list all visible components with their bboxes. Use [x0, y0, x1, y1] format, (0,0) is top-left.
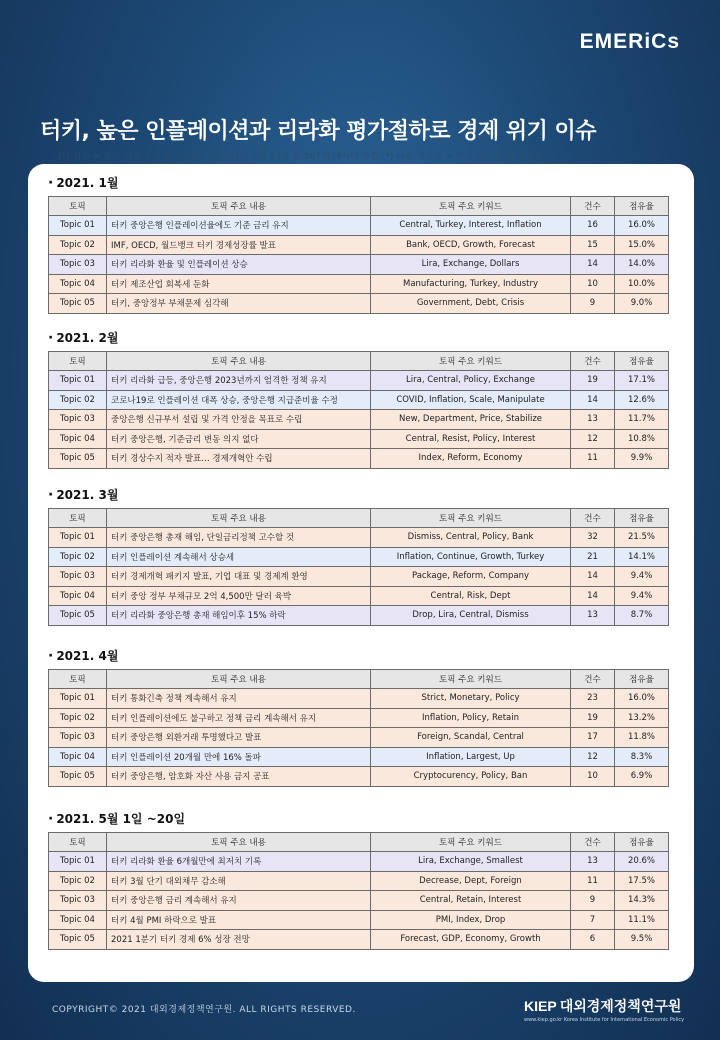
topic-keywords: Lira, Exchange, Smallest — [371, 852, 571, 872]
kiep-name: 대외경제정책연구원 — [559, 998, 682, 1014]
kiep-logo — [524, 996, 684, 1023]
topic-count: 14 — [571, 586, 615, 606]
topic-keywords: Central, Resist, Policy, Interest — [371, 429, 571, 449]
topic-share: 13.2% — [615, 708, 669, 728]
topic-count: 15 — [571, 235, 615, 255]
topic-table — [48, 832, 669, 950]
topic-share: 20.6% — [615, 852, 669, 872]
table-row — [49, 606, 669, 626]
topic-id: Topic 02 — [49, 390, 107, 410]
section-2021-05 — [48, 810, 668, 950]
col-header-topic: 토픽 — [49, 509, 107, 528]
section-title: · 2021. 1월 — [48, 175, 119, 191]
section-title: · 2021. 5월 1일 ~20일 — [48, 811, 186, 827]
topic-count: 10 — [571, 767, 615, 787]
topic-keywords: Foreign, Scandal, Central — [371, 728, 571, 748]
topic-content: 터키 리라화 환율 6개월만에 최저치 기록 — [107, 852, 371, 872]
section-title: · 2021. 4월 — [48, 648, 119, 664]
topic-count: 16 — [571, 216, 615, 236]
topic-content: 터키 4월 PMI 하락으로 발표 — [107, 910, 371, 930]
topic-keywords: Central, Retain, Interest — [371, 891, 571, 911]
col-header-share: 점유율 — [615, 352, 669, 371]
topic-keywords: Strict, Monetary, Policy — [371, 689, 571, 709]
topic-count: 10 — [571, 274, 615, 294]
topic-count: 7 — [571, 910, 615, 930]
content-card — [28, 164, 694, 982]
col-header-topic: 토픽 — [49, 833, 107, 852]
topic-keywords: Central, Risk, Dept — [371, 586, 571, 606]
topic-table — [48, 508, 669, 626]
table-row — [49, 767, 669, 787]
topic-id: Topic 02 — [49, 708, 107, 728]
table-row — [49, 567, 669, 587]
page-title: 터키, 높은 인플레이션과 리라화 평가절하로 경제 위기 이슈 — [40, 119, 597, 144]
topic-content: 터키 경제개혁 패키지 발표, 기업 대표 및 경제계 환영 — [107, 567, 371, 587]
topic-share: 11.8% — [615, 728, 669, 748]
topic-content: 터키 중앙 정부 부채규모 2억 4,500만 달러 육박 — [107, 586, 371, 606]
col-header-keywords: 토픽 주요 키워드 — [371, 197, 571, 216]
topic-content: 터키 리라화 환율 및 인플레이션 상승 — [107, 255, 371, 275]
topic-id: Topic 04 — [49, 910, 107, 930]
topic-id: Topic 03 — [49, 567, 107, 587]
topic-id: Topic 02 — [49, 235, 107, 255]
topic-share: 16.0% — [615, 689, 669, 709]
topic-keywords: Forecast, GDP, Economy, Growth — [371, 930, 571, 950]
topic-content: 터키 중앙은행 금리 계속해서 유지 — [107, 891, 371, 911]
topic-share: 12.6% — [615, 390, 669, 410]
kiep-subtitle — [524, 1017, 684, 1023]
topic-count: 12 — [571, 747, 615, 767]
topic-share: 17.1% — [615, 371, 669, 391]
table-row — [49, 371, 669, 391]
col-header-count: 건수 — [571, 509, 615, 528]
topic-id: Topic 01 — [49, 852, 107, 872]
topic-count: 9 — [571, 891, 615, 911]
topic-id: Topic 05 — [49, 930, 107, 950]
section-2021-01 — [48, 174, 668, 314]
topic-share: 8.7% — [615, 606, 669, 626]
col-header-share: 점유율 — [615, 197, 669, 216]
topic-table — [48, 196, 669, 314]
topic-id: Topic 05 — [49, 294, 107, 314]
topic-keywords: COVID, Inflation, Scale, Manipulate — [371, 390, 571, 410]
topic-count: 21 — [571, 547, 615, 567]
col-header-count: 건수 — [571, 833, 615, 852]
topic-count: 13 — [571, 606, 615, 626]
topic-id: Topic 03 — [49, 728, 107, 748]
kiep-english-name: Korea Institute for International Economic Policy — [563, 1017, 685, 1023]
topic-count: 14 — [571, 255, 615, 275]
topic-keywords: Manufacturing, Turkey, Industry — [371, 274, 571, 294]
table-row — [49, 216, 669, 236]
topic-count: 14 — [571, 567, 615, 587]
table-row — [49, 910, 669, 930]
topic-share: 11.7% — [615, 410, 669, 430]
table-row — [49, 891, 669, 911]
topic-content: 터키 인플레이션에도 불구하고 정책 금리 계속해서 유지 — [107, 708, 371, 728]
topic-share: 9.0% — [615, 294, 669, 314]
col-header-count: 건수 — [571, 197, 615, 216]
topic-share: 14.0% — [615, 255, 669, 275]
table-row — [49, 528, 669, 548]
topic-table — [48, 351, 669, 469]
col-header-content: 토픽 주요 내용 — [107, 352, 371, 371]
topic-keywords: Government, Debt, Crisis — [371, 294, 571, 314]
topic-content: 터키 리라화 중앙은행 총재 해임이후 15% 하락 — [107, 606, 371, 626]
topic-content: 터키 제조산업 회복세 둔화 — [107, 274, 371, 294]
topic-share: 10.0% — [615, 274, 669, 294]
topic-keywords: New, Department, Price, Stabilize — [371, 410, 571, 430]
section-title: · 2021. 2월 — [48, 330, 119, 346]
col-header-topic: 토픽 — [49, 670, 107, 689]
col-header-keywords: 토픽 주요 키워드 — [371, 833, 571, 852]
topic-id: Topic 01 — [49, 528, 107, 548]
table-row — [49, 871, 669, 891]
col-header-content: 토픽 주요 내용 — [107, 670, 371, 689]
topic-id: Topic 04 — [49, 586, 107, 606]
topic-content: 터키 인플레이션 계속해서 상승세 — [107, 547, 371, 567]
topic-count: 19 — [571, 371, 615, 391]
col-header-keywords: 토픽 주요 키워드 — [371, 352, 571, 371]
topic-keywords: Dismiss, Central, Policy, Bank — [371, 528, 571, 548]
topic-content: 코로나19로 인플레이션 대폭 상승, 중앙은행 지급준비율 수정 — [107, 390, 371, 410]
topic-content: 터키 중앙은행, 기준금리 변동 의지 없다 — [107, 429, 371, 449]
topic-share: 9.4% — [615, 586, 669, 606]
topic-keywords: PMI, Index, Drop — [371, 910, 571, 930]
section-2021-03 — [48, 486, 668, 626]
topic-id: Topic 03 — [49, 891, 107, 911]
topic-count: 6 — [571, 930, 615, 950]
topic-content: 중앙은행 신규부서 설립 및 가격 안정을 목표로 수립 — [107, 410, 371, 430]
topic-share: 14.1% — [615, 547, 669, 567]
topic-count: 13 — [571, 852, 615, 872]
topic-keywords: Bank, OECD, Growth, Forecast — [371, 235, 571, 255]
topic-content: 터키, 중앙정부 부채문제 심각해 — [107, 294, 371, 314]
col-header-topic: 토픽 — [49, 352, 107, 371]
table-row — [49, 728, 669, 748]
topic-share: 14.3% — [615, 891, 669, 911]
table-row — [49, 449, 669, 469]
topic-share: 15.0% — [615, 235, 669, 255]
topic-count: 17 — [571, 728, 615, 748]
topic-content: 터키 중앙은행 외환거래 투명했다고 발표 — [107, 728, 371, 748]
topic-keywords: Inflation, Largest, Up — [371, 747, 571, 767]
topic-keywords: Inflation, Continue, Growth, Turkey — [371, 547, 571, 567]
table-row — [49, 390, 669, 410]
table-row — [49, 429, 669, 449]
topic-count: 11 — [571, 449, 615, 469]
topic-content: IMF, OECD, 월드뱅크 터키 경제성장률 발표 — [107, 235, 371, 255]
topic-share: 6.9% — [615, 767, 669, 787]
topic-id: Topic 01 — [49, 689, 107, 709]
topic-id: Topic 01 — [49, 371, 107, 391]
topic-content: 터키 중앙은행, 암호화 자산 사용 금지 공표 — [107, 767, 371, 787]
table-row — [49, 586, 669, 606]
topic-count: 14 — [571, 390, 615, 410]
section-2021-02 — [48, 329, 668, 469]
topic-count: 19 — [571, 708, 615, 728]
topic-keywords: Cryptocurency, Policy, Ban — [371, 767, 571, 787]
topic-share: 10.8% — [615, 429, 669, 449]
topic-table — [48, 669, 669, 787]
table-row — [49, 255, 669, 275]
section-title: · 2021. 3월 — [48, 487, 119, 503]
topic-keywords: Index, Reform, Economy — [371, 449, 571, 469]
topic-count: 13 — [571, 410, 615, 430]
table-row — [49, 930, 669, 950]
topic-share: 21.5% — [615, 528, 669, 548]
table-row — [49, 852, 669, 872]
topic-keywords: Lira, Exchange, Dollars — [371, 255, 571, 275]
page-subtitle: (*) 건수 = 연관 이슈 발생 건수 21년 1월~21년 5월 20일 총 567건 데이터 수집 (*) 이슈 점유율 = 연관 이슈 발생 점유율 — [58, 152, 543, 162]
topic-content: 터키 리라화 급등, 중앙은행 2023년까지 엄격한 정책 유지 — [107, 371, 371, 391]
topic-keywords: Decrease, Dept, Foreign — [371, 871, 571, 891]
topic-id: Topic 02 — [49, 871, 107, 891]
kiep-abbr: KIEP — [524, 998, 557, 1014]
topic-id: Topic 03 — [49, 410, 107, 430]
table-row — [49, 410, 669, 430]
col-header-topic: 토픽 — [49, 197, 107, 216]
table-row — [49, 708, 669, 728]
col-header-content: 토픽 주요 내용 — [107, 197, 371, 216]
col-header-count: 건수 — [571, 670, 615, 689]
topic-count: 9 — [571, 294, 615, 314]
topic-share: 11.1% — [615, 910, 669, 930]
topic-content: 터키 경상수지 적자 발표… 경제개혁안 수립 — [107, 449, 371, 469]
topic-count: 32 — [571, 528, 615, 548]
topic-share: 16.0% — [615, 216, 669, 236]
topic-content: 터키 3월 단기 대외채무 감소해 — [107, 871, 371, 891]
table-row — [49, 689, 669, 709]
kiep-url: www.kiep.go.kr — [524, 1017, 563, 1023]
topic-id: Topic 04 — [49, 429, 107, 449]
topic-keywords: Package, Reform, Company — [371, 567, 571, 587]
topic-share: 17.5% — [615, 871, 669, 891]
topic-keywords: Lira, Central, Policy, Exchange — [371, 371, 571, 391]
topic-content: 터키 중앙은행 총재 해임, 단일금리정책 고수할 것 — [107, 528, 371, 548]
topic-content: 터키 중앙은행 인플레이션율에도 기준 금리 유지 — [107, 216, 371, 236]
copyright-notice: COPYRIGHT© 2021 대외경제정책연구원. ALL RIGHTS RESERVED. — [52, 1005, 356, 1015]
col-header-share: 점유율 — [615, 670, 669, 689]
col-header-content: 토픽 주요 내용 — [107, 833, 371, 852]
emerics-logo: EMERiCs — [579, 30, 680, 53]
topic-id: Topic 05 — [49, 767, 107, 787]
col-header-count: 건수 — [571, 352, 615, 371]
topic-share: 8.3% — [615, 747, 669, 767]
topic-id: Topic 04 — [49, 747, 107, 767]
topic-id: Topic 03 — [49, 255, 107, 275]
topic-count: 23 — [571, 689, 615, 709]
table-row — [49, 294, 669, 314]
topic-id: Topic 04 — [49, 274, 107, 294]
topic-id: Topic 05 — [49, 606, 107, 626]
kiep-brand — [524, 996, 684, 1016]
topic-content: 터키 인플레이션 20개월 만에 16% 돌파 — [107, 747, 371, 767]
col-header-keywords: 토픽 주요 키워드 — [371, 509, 571, 528]
topic-content: 2021 1분기 터키 경제 6% 성장 전망 — [107, 930, 371, 950]
col-header-content: 토픽 주요 내용 — [107, 509, 371, 528]
topic-content: 터키 통화긴축 정책 계속해서 유지 — [107, 689, 371, 709]
topic-share: 9.5% — [615, 930, 669, 950]
col-header-keywords: 토픽 주요 키워드 — [371, 670, 571, 689]
topic-id: Topic 02 — [49, 547, 107, 567]
table-row — [49, 547, 669, 567]
topic-count: 11 — [571, 871, 615, 891]
topic-keywords: Inflation, Policy, Retain — [371, 708, 571, 728]
table-row — [49, 235, 669, 255]
topic-share: 9.4% — [615, 567, 669, 587]
topic-keywords: Central, Turkey, Interest, Inflation — [371, 216, 571, 236]
topic-share: 9.9% — [615, 449, 669, 469]
section-2021-04 — [48, 647, 668, 787]
topic-count: 12 — [571, 429, 615, 449]
topic-keywords: Drop, Lira, Central, Dismiss — [371, 606, 571, 626]
topic-id: Topic 05 — [49, 449, 107, 469]
table-row — [49, 274, 669, 294]
col-header-share: 점유율 — [615, 833, 669, 852]
col-header-share: 점유율 — [615, 509, 669, 528]
topic-id: Topic 01 — [49, 216, 107, 236]
table-row — [49, 747, 669, 767]
